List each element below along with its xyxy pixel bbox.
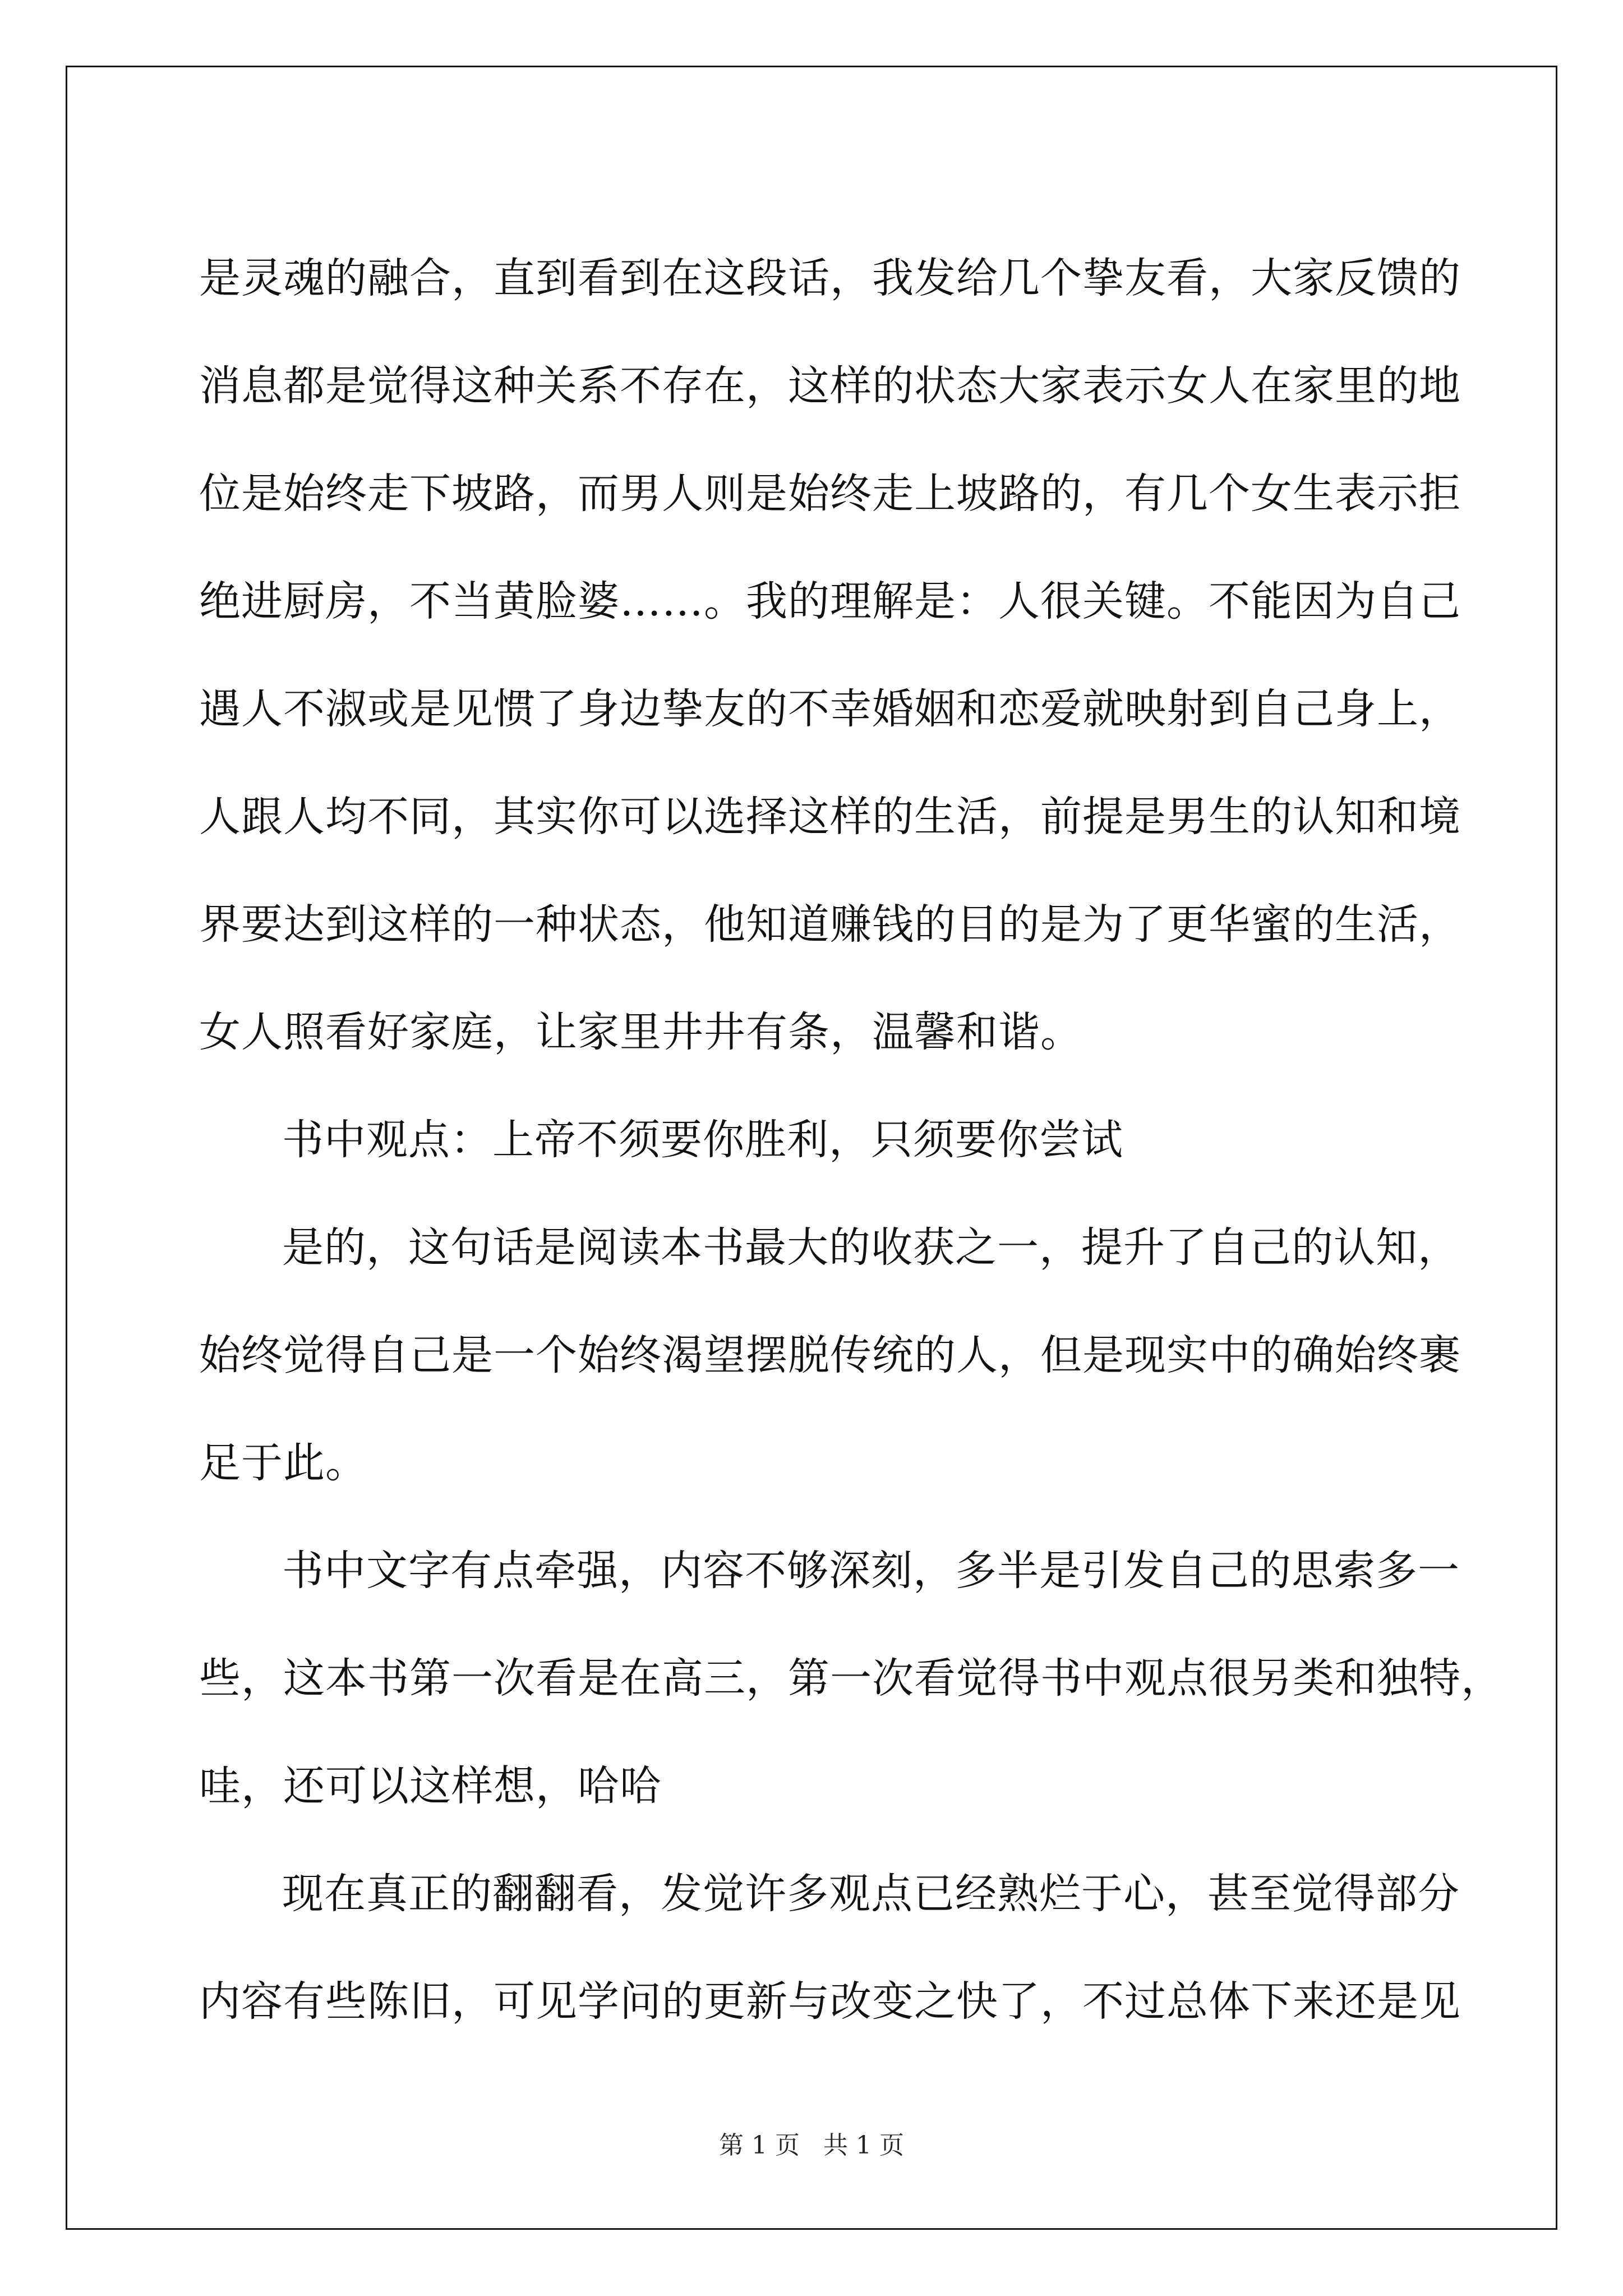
text-line: 是的，这句话是阅读本书最大的收获之一，提升了自己的认知， [282,1223,1460,1272]
text-line: 内容有些陈旧，可见学问的更新与改变之快了，不过总体下来还是见 [199,1977,1461,2026]
text-line: 现在真正的翻翻看，发觉许多观点已经熟烂于心，甚至觉得部分 [282,1870,1460,1918]
text-line: 书中观点：上帝不须要你胜利，只须要你尝试 [282,1116,1123,1164]
text-line: 始终觉得自己是一个始终渴望摆脱传统的人，但是现实中的确始终裹 [199,1331,1461,1379]
text-line: 绝进厨房，不当黄脸婆……。我的理解是：人很关键。不能因为自己 [199,577,1461,625]
text-line: 书中文字有点牵强，内容不够深刻，多半是引发自己的思索多一 [282,1547,1460,1595]
document-body [199,224,1503,2055]
text-line: 女人照看好家庭，让家里井井有条，温馨和谐。 [199,1008,1082,1056]
text-line: 界要达到这样的一种状态，他知道赚钱的目的是为了更华蜜的生活， [199,900,1461,949]
text-line: 消息都是觉得这种关系不存在，这样的状态大家表示女人在家里的地 [199,362,1461,410]
text-line: 是灵魂的融合，直到看到在这段话，我发给几个挚友看，大家反馈的 [199,254,1461,302]
text-line: 些，这本书第一次看是在高三，第一次看觉得书中观点很另类和独特， [199,1654,1503,1703]
text-line: 哇，还可以这样想，哈哈 [199,1762,662,1810]
text-line: 遇人不淑或是见惯了身边挚友的不幸婚姻和恋爱就映射到自己身上， [199,685,1461,733]
text-line: 人跟人均不同，其实你可以选择这样的生活，前提是男生的认知和境 [199,793,1461,841]
page-footer: 第 1 页 共 1 页 [719,2131,904,2160]
text-line: 位是始终走下坡路，而男人则是始终走上坡路的，有几个女生表示拒 [199,470,1461,518]
text-line: 足于此。 [199,1439,367,1487]
